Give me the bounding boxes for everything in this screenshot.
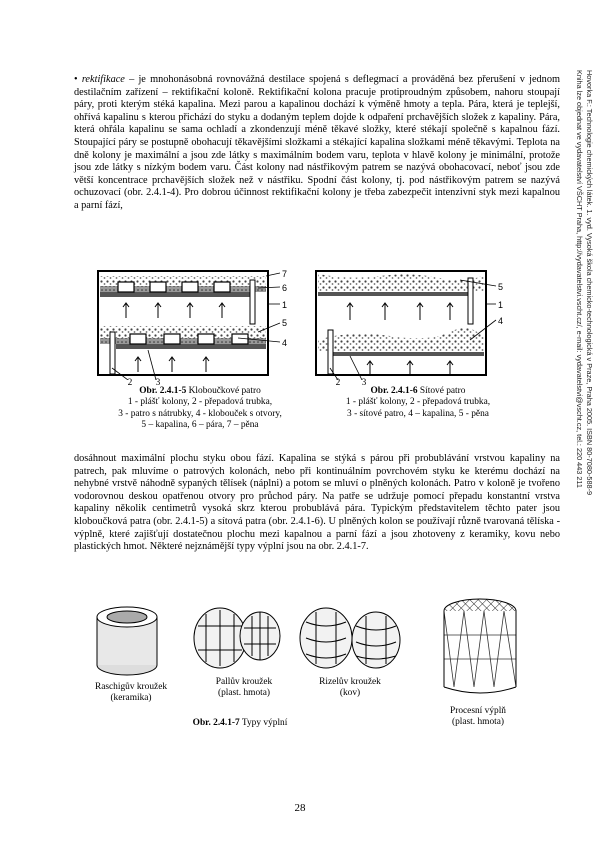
fig6-caption-number: Obr. 2.4.1-6 (370, 386, 418, 396)
page-number: 28 (294, 802, 306, 814)
packing-material: (keramika) (110, 693, 152, 704)
packing-label-structured (428, 706, 528, 729)
packing-name: Procesní výplň (450, 706, 506, 716)
paragraph-packing: dosáhnout maximální plochu styku obou fází. Kapalina se stýká s párou při probublávání vrstvou kapaliny na patrech, pak mluvíme o patrových kolonách, nebo při kontinuálním povrchovém styku ke kterému dochází na nehybné vrstvě náhodně sypaných tělísek (náplni) a potom se mluví o plněných kolonách. Patro v koloně je tvořeno vodorovnou deskou opatřenou otvory pro průchod páry. Na patře se udržuje pomocí přepadu konstantní vrstva kapaliny několik centimetrů vysoká skrz kterou probublává pára. Typickým představitelem těchto pater jsou kloboučková patra (obr. 2.4.1-5) a sítová patra (obr. 2.4.1-6). U plněných kolon se používají různě tvarovaná tělíska - výplně, které zajišťují dostatečnou plochu mezi kapalnou a parní fází a jsou zhotoveny z keramiky, kovu nebo plastických hmot. Některé nejznámější typy výplní jsou na obr. 2.4.1-7. (74, 453, 560, 553)
citation-line-2: Kniha lze objednat ve vydavatelství VŠCHT Praha, http://vydavatelstvi.vscht.cz/, e-mail: vydavatelstvi@vscht.cz, tel.: 220 443 211 (575, 70, 584, 488)
packing-material: (plast. hmota) (451, 717, 505, 728)
fig7-caption-title: Typy výplní (241, 718, 288, 728)
figure-packing-rizel-ring (296, 600, 404, 676)
fig5-label-2: 2 (127, 378, 133, 388)
side-citation (564, 70, 594, 670)
citation-line-1: Hovorka F.: Technologie chemických látek. 1. vyd. Vysoká škola chemicko-technologická v Praze, Praha 2005. ISBN 80-7080-588-9 (585, 70, 594, 496)
fig6-caption-line: 3 - sítové patro, 4 – kapalina, 5 - pěna (347, 408, 489, 419)
fig5-label-5: 5 (282, 318, 288, 328)
fig6-caption-line: 1 - plášť kolony, 2 - přepadová trubka, (345, 397, 491, 408)
fig5-label-6: 6 (282, 283, 288, 293)
figure-packing-pall-ring (188, 600, 284, 676)
fig6-label-4: 4 (498, 316, 504, 326)
fig7-caption-number: Obr. 2.4.1-7 (192, 718, 240, 728)
packing-name: Rizelův kroužek (319, 677, 381, 687)
figure-bubble-cap-tray (88, 268, 294, 380)
fig5-caption-line: 5 – kapalina, 6 – pára, 7 – pěna (141, 420, 259, 431)
figure-sieve-tray (310, 268, 518, 380)
figure-packing-raschig-ring (92, 605, 162, 677)
fig7-caption (140, 718, 340, 729)
paragraph-1-body: – je mnohonásobná rovnovážná destilace spojená s deflegmací a prováděná bez přerušení v jednom destilačním zařízení – rektifikační koloně. Rektifikační kolona pracuje protiproudným způsobem, nahoru stoupají páry, proti kterým stéká kapalina. Mezi parou a kapalinou dochází k výměně hmoty a tepla. Pára, která je teplejší, ohřívá kapalinu s kterou přichází do styku a dodaným teplem dojde k odpaření prchavějších složek z kapaliny. Pára, která ohřála kapalinu se sama ochladí a zkondenzují méně těkavé složky, které stékají společně s kapalnou fází. Stoupající páry se postupně obohacují těkavějšími složkami a stékající kapalina složkami méně těkavými. Teplota na dně kolony je maximální a jsou zde látky s maximálním bodem varu, teplota v hlavě kolony je minimální, protože jsou zde látky s nízkým bodem varu. Část kolony nad nástřikovým patrem se nazývá obohacovací, neboť jsou zde větší koncentrace prchavějších složek než v nástřiku. Spodní část kolony, tj. pod nástřikovým patrem se nazývá ochuzovací (obr. 2.4.1-4). Pro dobrou účinnost rektifikační kolony je třeba zabezpečit intenzivní styk mezi kapalnou a parní fází, (74, 74, 560, 211)
fig6-caption (318, 386, 518, 420)
fig6-label-1: 1 (498, 300, 504, 310)
packing-label-pall (194, 677, 294, 700)
fig5-label-3: 3 (155, 378, 161, 388)
fig6-label-3: 3 (361, 378, 367, 388)
packing-label-rizel (300, 677, 400, 700)
fig5-label-1: 1 (282, 300, 288, 310)
figure-packing-structured (440, 595, 520, 701)
fig5-caption-number: Obr. 2.4.1-5 (139, 386, 187, 396)
packing-material: (plast. hmota) (217, 688, 271, 699)
packing-material: (kov) (339, 688, 361, 699)
packing-name: Raschigův kroužek (94, 682, 168, 692)
fig5-label-4: 4 (282, 338, 288, 348)
fig5-caption-line: 3 - patro s nátrubky, 4 - klobouček s otvory, (118, 408, 282, 419)
fig6-label-2: 2 (335, 378, 341, 388)
packing-label-raschig (76, 682, 186, 705)
packing-name: Pallův kroužek (215, 677, 273, 687)
fig5-caption-line: 1 - plášť kolony, 2 - přepadová trubka, (127, 397, 273, 408)
fig5-caption (86, 386, 314, 432)
fig6-label-5: 5 (498, 282, 504, 292)
fig5-caption-title: Kloboučkové patro (188, 386, 261, 396)
paragraph-rektifikace: • rektifikace – je mnohonásobná rovnovážná destilace spojená s deflegmací a prováděná bez přerušení v jednom destilačním zařízení – rektifikační koloně. Rektifikační kolona pracuje protiproudným způsobem, nahoru stoupají páry, proti kterým stéká kapalina. Mezi parou a kapalinou dochází k výměně hmoty a tepla. Pára, která je teplejší, ohřívá kapalinu s kterou přichází do styku a dodaným teplem dojde k odpaření prchavějších složek z kapaliny. Pára, která ohřála kapalinu se sama ochladí a zkondenzují méně těkavé složky, které stékají společně s kapalnou fází. Stoupající páry se postupně obohacují těkavějšími složkami a stékající kapalina složkami méně těkavými. Teplota na dně kolony je maximální a jsou zde látky s maximálním bodem varu, teplota v hlavě kolony je minimální, protože jsou zde látky s nízkým bodem varu. Část kolony nad nástřikovým patrem se nazývá obohacovací, neboť jsou zde větší koncentrace prchavějších složek než v nástřiku. Spodní část kolony, tj. pod nástřikovým patrem se nazývá ochuzovací (obr. 2.4.1-4). Pro dobrou účinnost rektifikační kolony je třeba zabezpečit intenzivní styk mezi kapalnou a parní fází, (74, 74, 560, 211)
fig6-caption-title: Sítové patro (419, 386, 466, 396)
term-rektifikace: rektifikace (81, 74, 125, 85)
fig5-label-7: 7 (282, 269, 288, 279)
